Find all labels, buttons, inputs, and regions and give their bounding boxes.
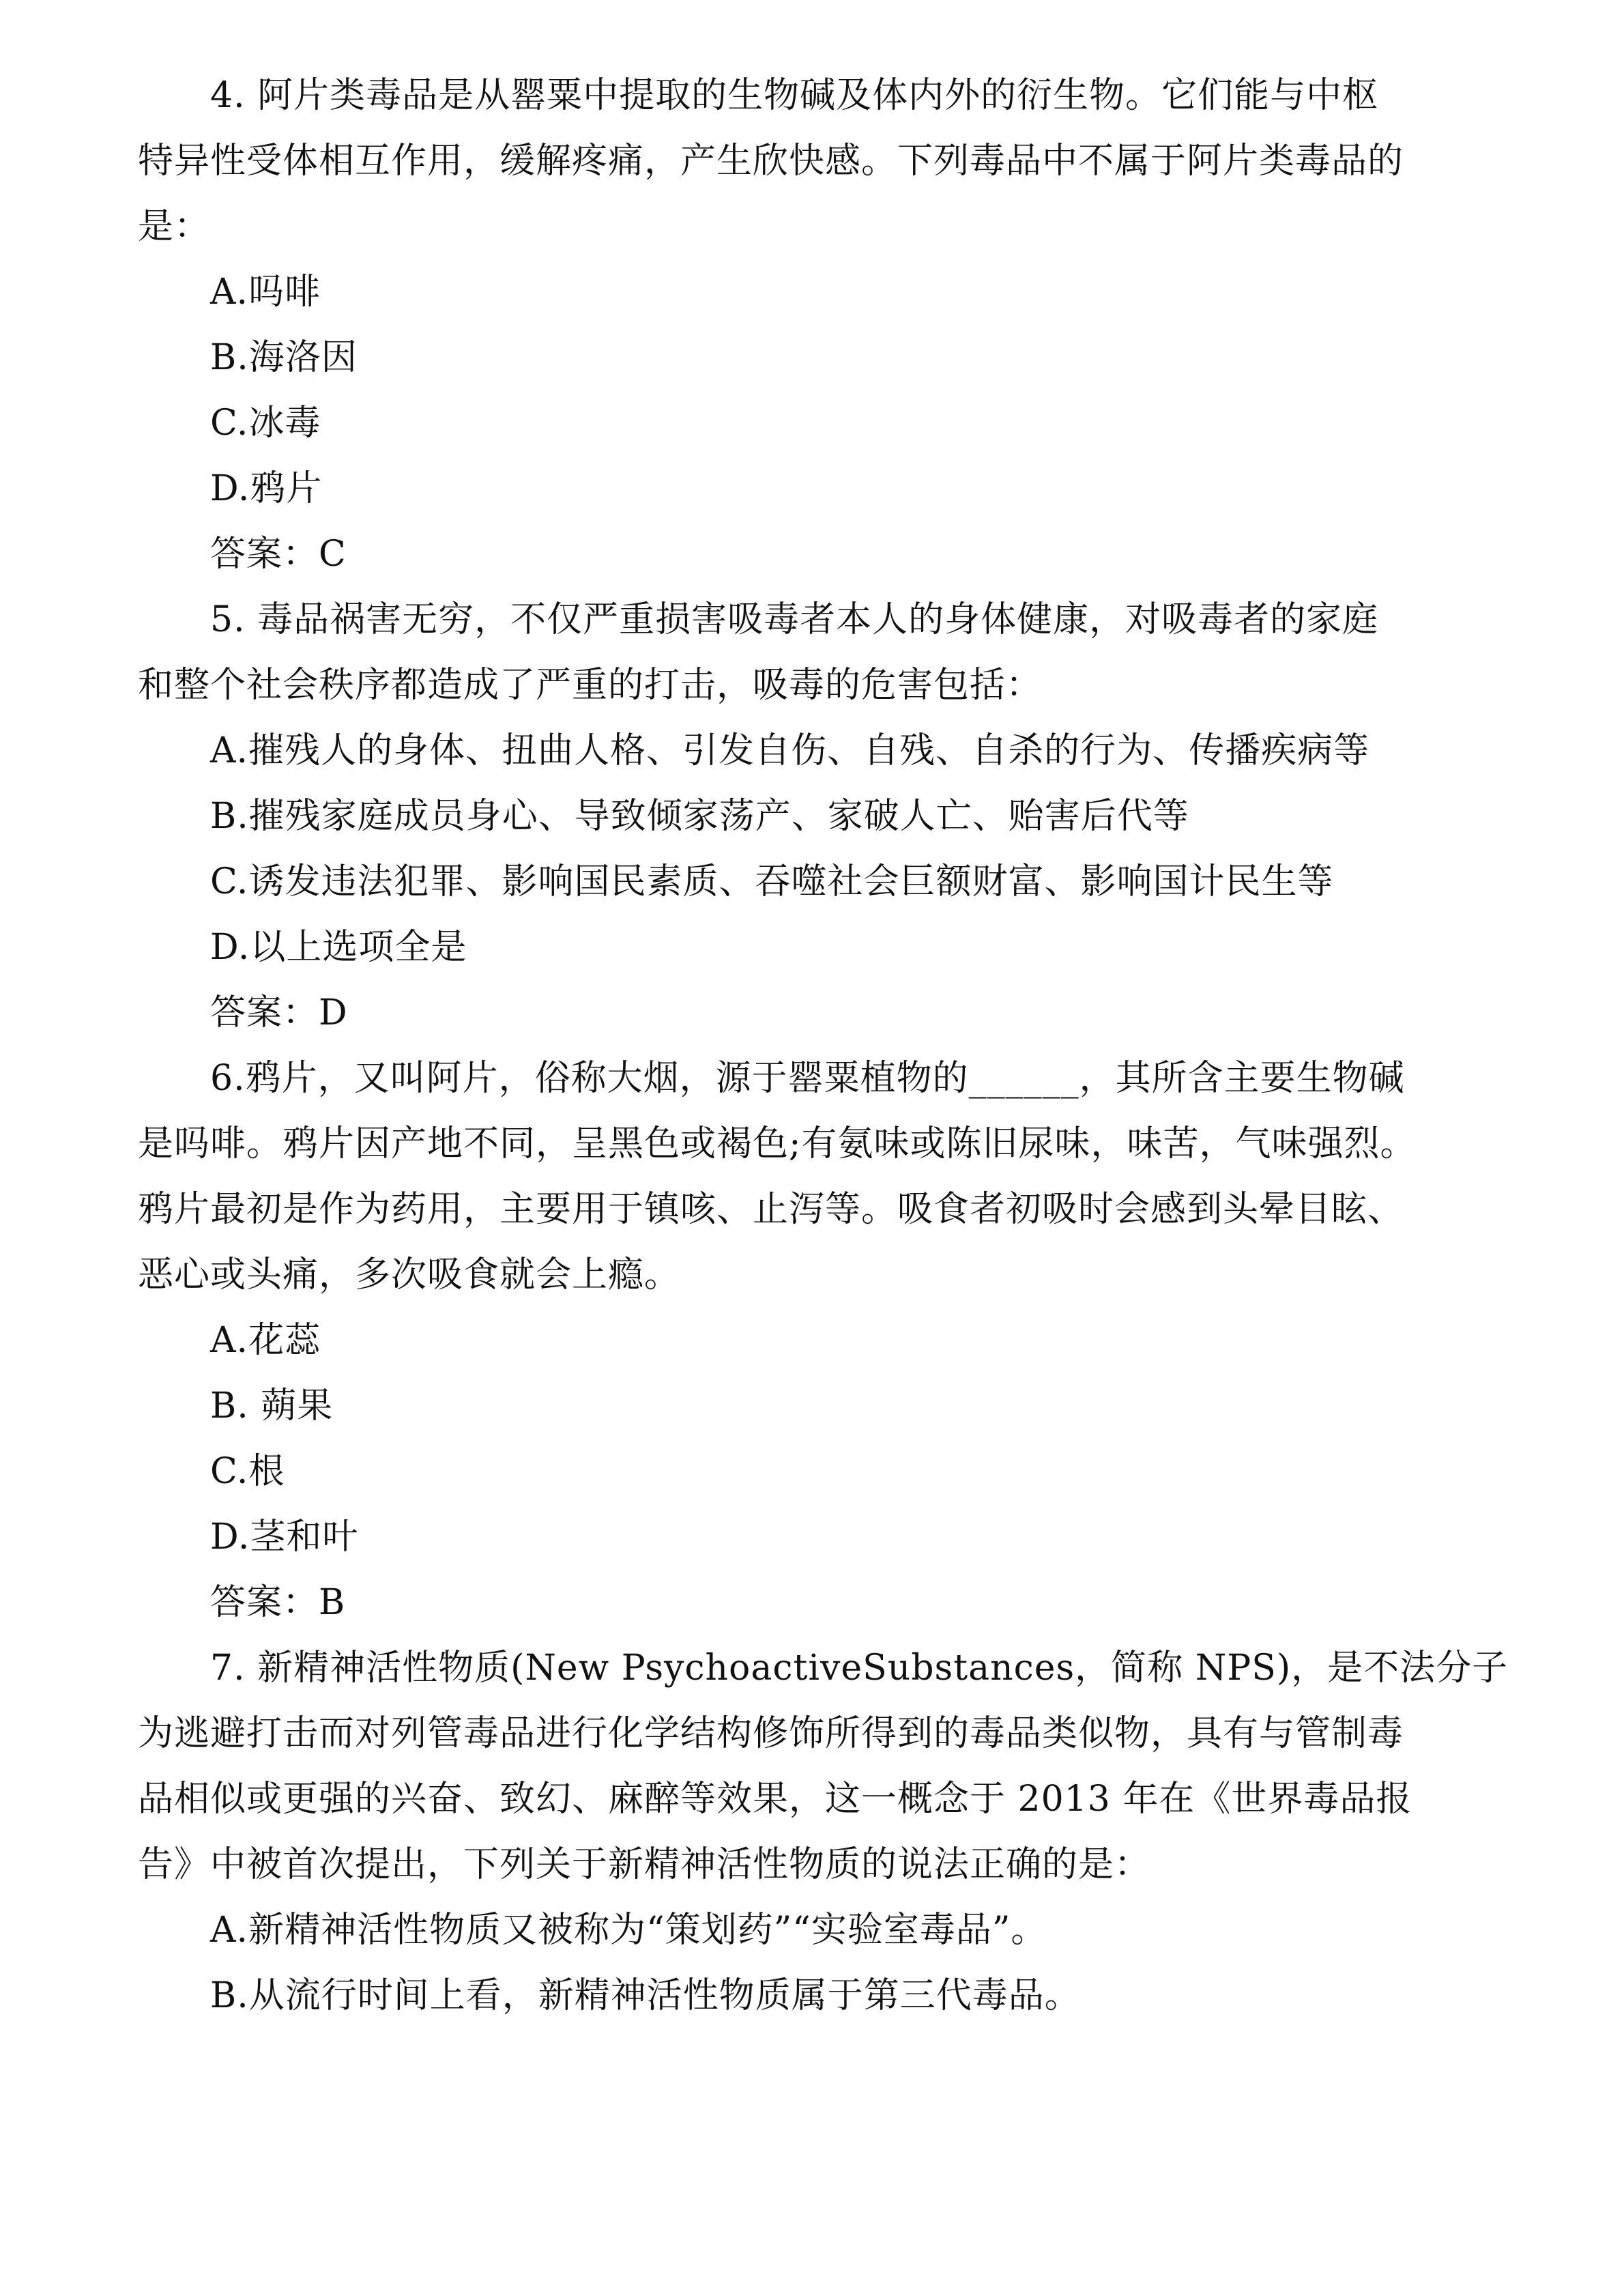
q6-stem-line-4: 恶心或头痛，多次吸食就会上瘾。 bbox=[138, 1254, 681, 1295]
q4-stem-line-1: 4. 阿片类毒品是从罂粟中提取的生物碱及体内外的衍生物。它们能与中枢 bbox=[210, 75, 1379, 116]
q6-stem-line-3: 鸦片最初是作为药用，主要用于镇咳、止泻等。吸食者初吸时会感到头晕目眩、 bbox=[138, 1189, 1404, 1230]
q5-option-c: C.诱发违法犯罪、影响国民素质、吞噬社会巨额财富、影响国计民生等 bbox=[210, 861, 1334, 902]
q6-stem-line-2: 是吗啡。鸦片因产地不同，呈黑色或褐色;有氨味或陈旧尿味，味苦，气味强烈。 bbox=[138, 1123, 1417, 1164]
q5-stem-line-2: 和整个社会秩序都造成了严重的打击，吸毒的危害包括： bbox=[138, 665, 1043, 706]
q6-option-b: B. 蒴果 bbox=[210, 1386, 334, 1426]
q5-option-d: D.以上选项全是 bbox=[210, 927, 467, 968]
q4-stem-line-3: 是： bbox=[138, 206, 211, 247]
q5-answer: 答案：D bbox=[210, 992, 348, 1033]
q5-option-a: A.摧残人的身体、扭曲人格、引发自伤、自残、自杀的行为、传播疾病等 bbox=[210, 730, 1370, 771]
q7-stem-line-2: 为逃避打击而对列管毒品进行化学结构修饰所得到的毒品类似物，具有与管制毒 bbox=[138, 1713, 1404, 1754]
q4-stem-line-2: 特异性受体相互作用，缓解疼痛，产生欣快感。下列毒品中不属于阿片类毒品的 bbox=[138, 141, 1404, 182]
q6-option-a: A.花蕊 bbox=[210, 1320, 321, 1361]
q5-option-b: B.摧残家庭成员身心、导致倾家荡产、家破人亡、贻害后代等 bbox=[210, 796, 1189, 837]
q4-option-b: B.海洛因 bbox=[210, 337, 358, 378]
q6-option-d: D.茎和叶 bbox=[210, 1517, 359, 1558]
q6-stem-line-1: 6.鸦片，又叫阿片，俗称大烟，源于罂粟植物的______，其所含主要生物碱 bbox=[210, 1058, 1405, 1099]
q4-option-d: D.鸦片 bbox=[210, 468, 323, 509]
q6-option-c: C.根 bbox=[210, 1451, 285, 1492]
q6-answer: 答案：B bbox=[210, 1582, 346, 1623]
q4-option-c: C.冰毒 bbox=[210, 403, 321, 444]
q7-stem-line-4: 告》中被首次提出，下列关于新精神活性物质的说法正确的是： bbox=[138, 1844, 1151, 1885]
q7-stem-line-3: 品相似或更强的兴奋、致幻、麻醉等效果，这一概念于 2013 年在《世界毒品报 bbox=[138, 1779, 1412, 1820]
q7-stem-line-1: 7. 新精神活性物质(New PsychoactiveSubstances，简称 NPS)，是不法分子 bbox=[210, 1648, 1509, 1689]
q4-answer: 答案：C bbox=[210, 534, 347, 575]
q7-option-b: B.从流行时间上看，新精神活性物质属于第三代毒品。 bbox=[210, 1975, 1081, 2016]
q5-stem-line-1: 5. 毒品祸害无穷，不仅严重损害吸毒者本人的身体健康，对吸毒者的家庭 bbox=[210, 599, 1379, 640]
q4-option-a: A.吗啡 bbox=[210, 272, 321, 313]
q7-option-a: A.新精神活性物质又被称为“策划药”“实验室毒品”。 bbox=[210, 1910, 1047, 1951]
